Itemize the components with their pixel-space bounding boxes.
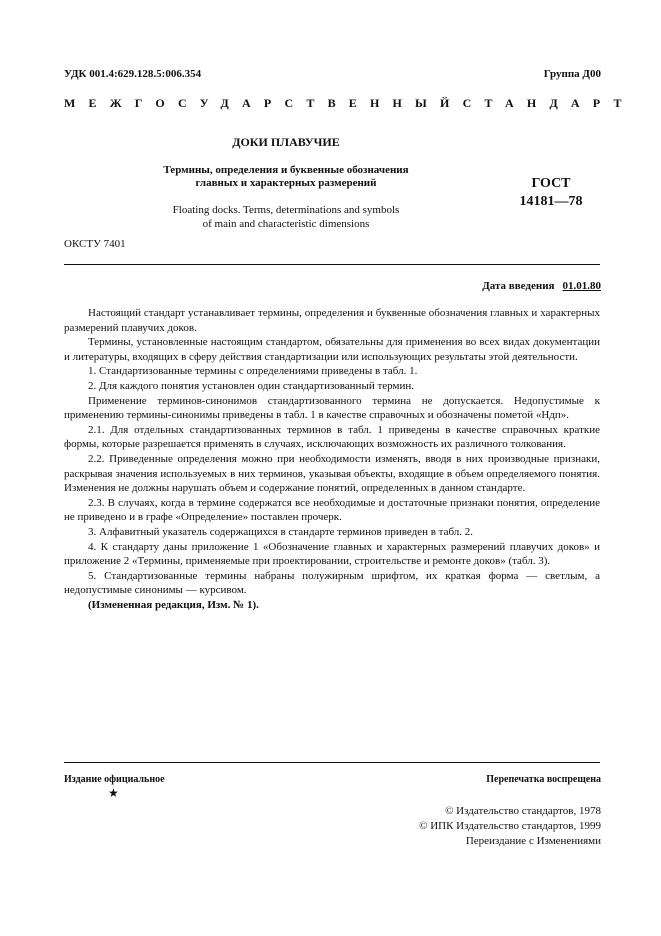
- official-edition-label: Издание официальное: [64, 774, 165, 785]
- subtitle-english-line1: Floating docks. Terms, determinations and symbols: [172, 204, 400, 216]
- body-paragraph: Настоящий стандарт устанавливает термины, определения и буквенные обозначения главных и характерных размерений плавучих доков.: [64, 307, 600, 334]
- standard-word: СТАНДАРТ: [462, 96, 635, 110]
- subtitle-russian-line2: главных и характерных размерений: [195, 177, 377, 189]
- reprint-prohibited-label: Перепечатка воспрещена: [486, 774, 601, 785]
- body-paragraph: 5. Стандартизованные термины набраны полужирным шрифтом, их краткая форма — светлым, а недопустимые синонимы — курсивом.: [64, 569, 600, 597]
- body-paragraph: 4. К стандарту даны приложение 1 «Обозначение главных и характерных размерений плавучих доков» и приложение 2 «Термины, применяемые при проектировании, строительстве и ремонте доков» (табл. 3).: [64, 540, 600, 568]
- udk-code: УДК 001.4:629.128.5:006.354: [64, 68, 202, 80]
- interstate-standard-heading: [64, 96, 635, 111]
- copyright-block: [419, 804, 601, 849]
- star-icon: ★: [108, 786, 119, 800]
- edition-note: (Измененная редакция, Изм. № 1).: [88, 598, 259, 611]
- republication-note: Переиздание с Изменениями: [465, 835, 601, 847]
- header-divider: [64, 264, 600, 265]
- group-code: Группа Д00: [543, 68, 601, 80]
- oksty-code: ОКСТУ 7401: [64, 238, 126, 250]
- introduction-date: [482, 280, 601, 292]
- gost-number: 14181—78: [519, 194, 583, 209]
- subtitle-english: [120, 203, 452, 231]
- interstate-word: МЕЖГОСУДАРСТВЕННЫЙ: [64, 96, 463, 110]
- introduction-date-value: 01.01.80: [562, 280, 601, 292]
- subtitle-russian-line1: Термины, определения и буквенные обозначения: [163, 164, 409, 176]
- body-paragraph: 3. Алфавитный указатель содержащихся в стандарте терминов приведен в табл. 2.: [88, 525, 474, 538]
- body-paragraph: 2.3. В случаях, когда в термине содержатся все необходимые и достаточные признаки понятия, определение не приведено и в графе «Определение» поставлен прочерк.: [64, 496, 600, 524]
- gost-label: ГОСТ: [531, 176, 571, 191]
- copyright-line-1978: © Издательство стандартов, 1978: [445, 805, 601, 817]
- body-paragraph: Применение терминов-синонимов стандартизованного термина не допускается. Недопустимые к применению термины-синонимы приведены в табл. 1 в качестве справочных и обозначены пометой «Ндп».: [64, 394, 600, 422]
- copyright-line-1999: © ИПК Издательство стандартов, 1999: [419, 820, 601, 832]
- introduction-date-label: Дата введения: [482, 280, 555, 292]
- subtitle-english-line2: of main and characteristic dimensions: [202, 218, 370, 230]
- document-title: ДОКИ ПЛАВУЧИЕ: [232, 135, 340, 149]
- body-paragraph: 1. Стандартизованные термины с определениями приведены в табл. 1.: [88, 365, 418, 378]
- document-body: [64, 306, 600, 612]
- body-paragraph: 2. Для каждого понятия установлен один стандартизованный термин.: [88, 379, 414, 392]
- body-paragraph: 2.2. Приведенные определения можно при необходимости изменять, вводя в них производные признаки, раскрывая значения используемых в них терминов, указывая объекты, входящие в объем определяемого понятия. Изменения не должны нарушать объем и содержание понятий, определенных в данном стандарте.: [64, 452, 600, 495]
- footer-divider: [64, 762, 600, 763]
- subtitle-russian: [120, 164, 452, 190]
- body-paragraph: 2.1. Для отдельных стандартизованных терминов в табл. 1 приведены в качестве справочных краткие формы, которые разрешается применять в случаях, исключающих возможность их различного толкования.: [64, 423, 600, 451]
- gost-number-block: [496, 175, 606, 211]
- body-paragraph: Термины, установленные настоящим стандартом, обязательны для применения во всех видах документации и литературы, входящих в сферу действия стандартизации или использующих результаты этой деятельности.: [64, 336, 600, 363]
